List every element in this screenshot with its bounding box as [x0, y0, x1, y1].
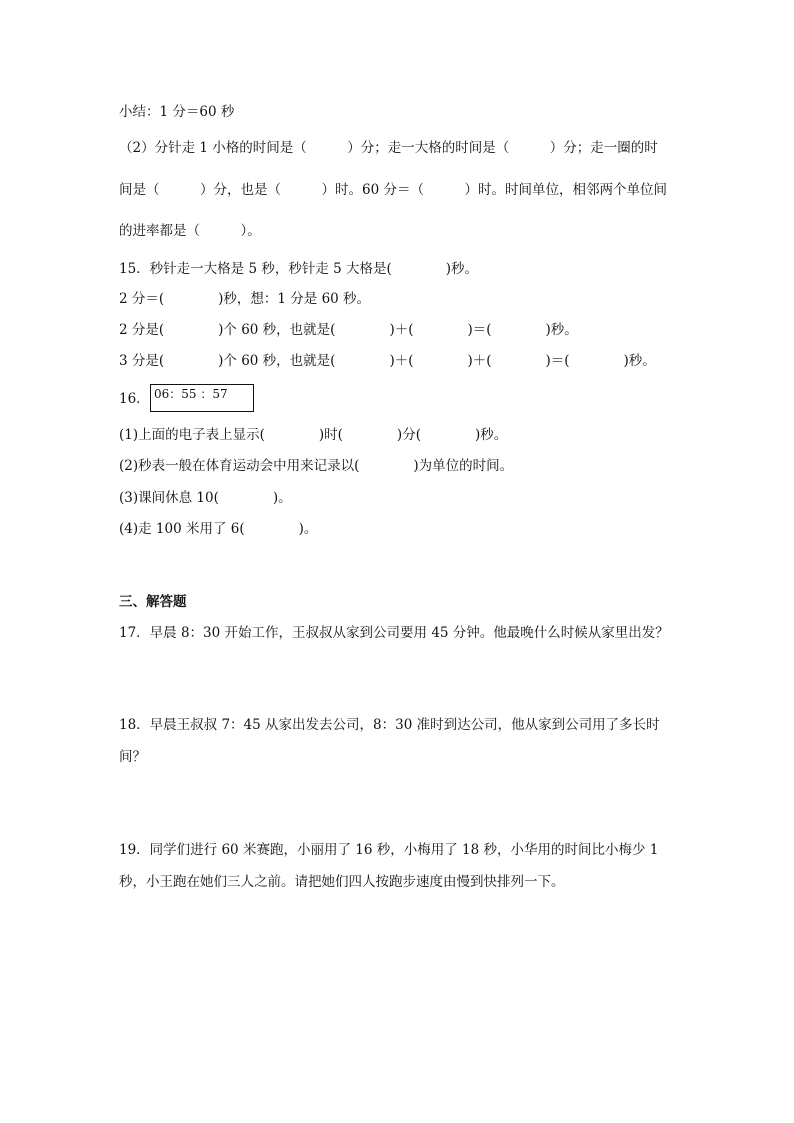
q14-part2-line1: （2）分针走 1 小格的时间是（ ）分；走一大格的时间是（ ）分；走一圈的时 [119, 140, 658, 156]
q19-line2: 秒，小王跑在她们三人之前。请把她们四人按跑步速度由慢到快排列一下。 [119, 874, 565, 890]
q15-line3: 2 分是( )个 60 秒，也就是( )＋( )＝( )秒。 [119, 322, 578, 338]
q16-part2: (2)秒表一般在体育运动会中用来记录以( )为单位的时间。 [119, 458, 514, 474]
q16-part3: (3)课间休息 10( )。 [119, 490, 292, 506]
q16-part1: (1)上面的电子表上显示( )时( )分( )秒。 [119, 427, 508, 443]
q16-number: 16． [119, 391, 150, 407]
q14-part2-line3: 的进率都是（ ）。 [119, 223, 261, 239]
q15-line1: 15．秒针走一大格是 5 秒，秒针走 5 大格是( )秒。 [119, 261, 479, 277]
q15-line4: 3 分是( )个 60 秒，也就是( )＋( )＋( )＝( )秒。 [119, 353, 656, 369]
q15-line2: 2 分＝( )秒，想：1 分是 60 秒。 [119, 291, 371, 307]
section3-heading: 三、解答题 [119, 594, 187, 610]
q18-line2: 间？ [119, 749, 146, 765]
digital-clock-box [150, 384, 254, 412]
q19-line1: 19．同学们进行 60 米赛跑，小丽用了 16 秒，小梅用了 18 秒，小华用的时间比小梅少 1 [119, 842, 659, 858]
q17-text: 17．早晨 8：30 开始工作，王叔叔从家到公司要用 45 分钟。他最晚什么时候从家里出发？ [119, 625, 669, 641]
digital-clock-display: 06：55 ：57 [154, 387, 228, 401]
q16-part4: (4)走 100 米用了 6( )。 [119, 521, 318, 537]
summary-text: 小结：1 分＝60 秒 [119, 104, 235, 120]
q18-line1: 18．早晨王叔叔 7：45 从家出发去公司，8：30 准时到达公司，他从家到公司用了多长时 [119, 717, 660, 733]
q14-part2-line2: 间是（ ）分，也是（ ）时。60 分＝（ ）时。时间单位，相邻两个单位间 [119, 182, 667, 198]
